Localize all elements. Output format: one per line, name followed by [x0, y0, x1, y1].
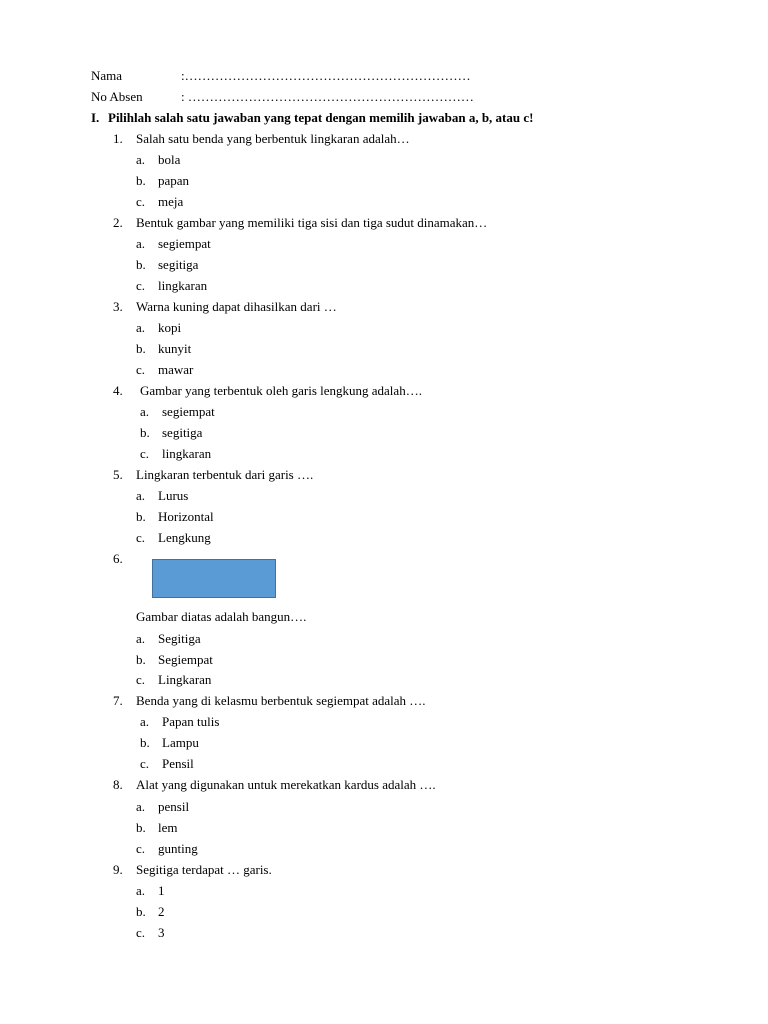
- option-letter: b.: [136, 173, 146, 188]
- question-7: [113, 693, 426, 709]
- option-8c[interactable]: [136, 841, 198, 857]
- option-letter: b.: [136, 257, 146, 272]
- instruction-number: I.: [91, 110, 100, 125]
- option-2a[interactable]: [136, 236, 211, 252]
- option-letter: c.: [136, 925, 146, 940]
- option-letter: c.: [136, 530, 146, 545]
- rectangle-figure: [152, 559, 276, 598]
- option-1a[interactable]: [136, 152, 180, 168]
- question-text: Benda yang di kelasmu berbentuk segiempat adalah ….: [136, 693, 426, 708]
- question-number: 7.: [113, 693, 123, 708]
- option-text: 3: [158, 925, 165, 940]
- question-text: Gambar diatas adalah bangun….: [136, 609, 307, 624]
- absen-label: No Absen: [91, 89, 143, 104]
- option-text: gunting: [158, 841, 198, 856]
- option-text: Lingkaran: [158, 672, 212, 687]
- option-1b[interactable]: [136, 173, 189, 189]
- option-letter: b.: [140, 735, 150, 750]
- option-6b[interactable]: [136, 652, 213, 668]
- option-text: kopi: [158, 320, 182, 335]
- option-letter: b.: [136, 820, 146, 835]
- option-letter: b.: [136, 904, 146, 919]
- question-5: [113, 467, 313, 483]
- option-6a[interactable]: [136, 631, 201, 647]
- option-letter: b.: [136, 652, 146, 667]
- option-letter: c.: [140, 756, 150, 771]
- option-7c[interactable]: [140, 756, 194, 772]
- question-8: [113, 777, 436, 793]
- question-text: Alat yang digunakan untuk merekatkan kardus adalah ….: [136, 777, 436, 792]
- option-text: pensil: [158, 799, 190, 814]
- option-letter: a.: [136, 799, 146, 814]
- option-letter: a.: [136, 236, 146, 251]
- option-text: segitiga: [162, 425, 203, 440]
- option-text: Lampu: [162, 735, 199, 750]
- option-text: Papan tulis: [162, 714, 220, 729]
- option-text: Lengkung: [158, 530, 211, 545]
- question-text: Warna kuning dapat dihasilkan dari …: [136, 299, 337, 314]
- absen-field[interactable]: : …………………………………………………………: [181, 89, 474, 104]
- option-letter: c.: [140, 446, 150, 461]
- question-number: 9.: [113, 862, 123, 877]
- option-text: meja: [158, 194, 184, 209]
- question-number: 5.: [113, 467, 123, 482]
- option-text: Segitiga: [158, 631, 201, 646]
- option-8b[interactable]: [136, 820, 178, 836]
- option-letter: c.: [136, 672, 146, 687]
- option-5c[interactable]: [136, 530, 211, 546]
- question-text: Lingkaran terbentuk dari garis ….: [136, 467, 314, 482]
- option-text: Horizontal: [158, 509, 214, 524]
- option-9a[interactable]: [136, 883, 165, 899]
- option-text: mawar: [158, 362, 194, 377]
- option-8a[interactable]: [136, 799, 189, 815]
- option-text: 2: [158, 904, 165, 919]
- nama-label: Nama: [91, 68, 123, 83]
- option-letter: a.: [136, 883, 146, 898]
- option-7a[interactable]: [140, 714, 219, 730]
- question-number: 8.: [113, 777, 123, 792]
- option-text: lingkaran: [162, 446, 212, 461]
- option-text: Pensil: [162, 756, 194, 771]
- question-1: [113, 131, 410, 147]
- question-text: Salah satu benda yang berbentuk lingkaran adalah…: [136, 131, 410, 146]
- question-number: 1.: [113, 131, 123, 146]
- option-text: 1: [158, 883, 165, 898]
- option-letter: c.: [136, 362, 146, 377]
- option-text: segitiga: [158, 257, 199, 272]
- option-7b[interactable]: [140, 735, 199, 751]
- option-letter: b.: [136, 509, 146, 524]
- question-2: [113, 215, 487, 231]
- option-5a[interactable]: [136, 488, 188, 504]
- question-9: [113, 862, 272, 878]
- option-3a[interactable]: [136, 320, 181, 336]
- option-9c[interactable]: [136, 925, 165, 941]
- option-text: Segiempat: [158, 652, 213, 667]
- question-text: Gambar yang terbentuk oleh garis lengkung adalah….: [140, 383, 422, 398]
- question-6-number: [113, 551, 136, 567]
- option-2c[interactable]: [136, 278, 207, 294]
- question-number: 4.: [113, 383, 123, 398]
- option-text: bola: [158, 152, 181, 167]
- option-text: kunyit: [158, 341, 192, 356]
- nama-field[interactable]: :…………………………………………………………: [181, 68, 471, 83]
- option-9b[interactable]: [136, 904, 165, 920]
- option-letter: a.: [136, 488, 146, 503]
- question-6: [136, 609, 306, 625]
- option-text: papan: [158, 173, 190, 188]
- instruction: [91, 110, 533, 126]
- option-letter: a.: [140, 714, 150, 729]
- option-letter: a.: [140, 404, 150, 419]
- option-3b[interactable]: [136, 341, 191, 357]
- option-1c[interactable]: [136, 194, 183, 210]
- question-number: 3.: [113, 299, 123, 314]
- option-text: segiempat: [158, 236, 211, 251]
- option-text: lingkaran: [158, 278, 208, 293]
- option-4c[interactable]: [140, 446, 211, 462]
- option-letter: a.: [136, 631, 146, 646]
- option-6c[interactable]: [136, 672, 211, 688]
- question-text: Segitiga terdapat … garis.: [136, 862, 272, 877]
- option-3c[interactable]: [136, 362, 193, 378]
- option-5b[interactable]: [136, 509, 214, 525]
- question-text: Bentuk gambar yang memiliki tiga sisi dan tiga sudut dinamakan…: [136, 215, 488, 230]
- option-text: lem: [158, 820, 178, 835]
- option-4a[interactable]: [140, 404, 215, 420]
- option-letter: c.: [136, 841, 146, 856]
- question-4: [113, 383, 422, 399]
- option-letter: a.: [136, 152, 146, 167]
- question-3: [113, 299, 337, 315]
- instruction-text: Pilihlah salah satu jawaban yang tepat dengan memilih jawaban a, b, atau c!: [108, 110, 534, 125]
- option-text: segiempat: [162, 404, 215, 419]
- question-number: 6.: [113, 551, 123, 566]
- option-4b[interactable]: [140, 425, 202, 441]
- option-letter: b.: [136, 341, 146, 356]
- question-number: 2.: [113, 215, 123, 230]
- option-text: Lurus: [158, 488, 189, 503]
- option-letter: c.: [136, 194, 146, 209]
- option-letter: a.: [136, 320, 146, 335]
- option-letter: c.: [136, 278, 146, 293]
- option-2b[interactable]: [136, 257, 198, 273]
- option-letter: b.: [140, 425, 150, 440]
